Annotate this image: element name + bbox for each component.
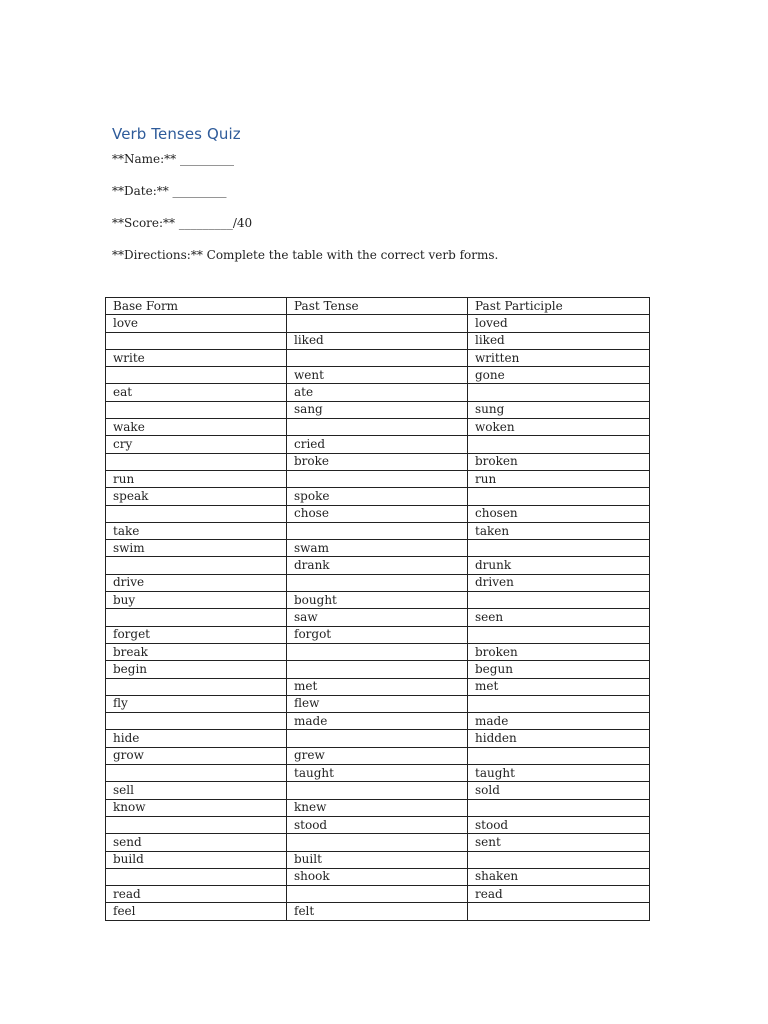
base-form-cell	[106, 609, 287, 626]
table-row	[106, 453, 650, 470]
past-tense-cell: grew	[287, 747, 468, 764]
past-tense-cell: taught	[287, 765, 468, 782]
base-form-cell: read	[106, 886, 287, 903]
base-form-cell: eat	[106, 384, 287, 401]
table-row	[106, 522, 650, 539]
table-row	[106, 557, 650, 574]
past-tense-cell: drank	[287, 557, 468, 574]
past-tense-cell	[287, 315, 468, 332]
past-tense-cell: felt	[287, 903, 468, 920]
past-tense-cell	[287, 522, 468, 539]
table-row	[106, 540, 650, 557]
past-tense-cell: met	[287, 678, 468, 695]
past-tense-cell	[287, 834, 468, 851]
past-participle-cell: made	[468, 713, 650, 730]
base-form-cell: write	[106, 349, 287, 366]
past-participle-cell: sold	[468, 782, 650, 799]
table-row	[106, 695, 650, 712]
past-participle-cell	[468, 626, 650, 643]
past-participle-cell: liked	[468, 332, 650, 349]
table-row	[106, 401, 650, 418]
past-tense-cell: liked	[287, 332, 468, 349]
base-form-cell: send	[106, 834, 287, 851]
past-participle-cell: sung	[468, 401, 650, 418]
past-tense-cell: saw	[287, 609, 468, 626]
past-participle-cell: broken	[468, 453, 650, 470]
table-row	[106, 713, 650, 730]
past-participle-cell	[468, 488, 650, 505]
table-row	[106, 643, 650, 660]
table-row	[106, 678, 650, 695]
past-tense-cell: ate	[287, 384, 468, 401]
past-tense-cell: stood	[287, 816, 468, 833]
past-participle-cell: written	[468, 349, 650, 366]
table-row	[106, 488, 650, 505]
table-header-row	[106, 298, 650, 315]
table-row	[106, 886, 650, 903]
base-form-cell: fly	[106, 695, 287, 712]
past-participle-cell: sent	[468, 834, 650, 851]
past-tense-cell	[287, 470, 468, 487]
page-title: Verb Tenses Quiz	[112, 125, 241, 143]
table-row	[106, 332, 650, 349]
verb-table-body	[106, 298, 650, 921]
past-participle-cell: broken	[468, 643, 650, 660]
past-participle-cell	[468, 540, 650, 557]
base-form-cell: swim	[106, 540, 287, 557]
table-row	[106, 315, 650, 332]
past-participle-cell: drunk	[468, 557, 650, 574]
base-form-cell: speak	[106, 488, 287, 505]
table-row	[106, 470, 650, 487]
past-tense-cell	[287, 886, 468, 903]
base-form-cell	[106, 868, 287, 885]
past-tense-cell: forgot	[287, 626, 468, 643]
base-form-cell: take	[106, 522, 287, 539]
table-row	[106, 747, 650, 764]
table-row	[106, 574, 650, 591]
name-line: **Name:** _________	[112, 152, 234, 166]
table-row	[106, 903, 650, 920]
base-form-cell: hide	[106, 730, 287, 747]
base-form-cell: drive	[106, 574, 287, 591]
past-participle-cell: woken	[468, 419, 650, 436]
base-form-cell: love	[106, 315, 287, 332]
past-participle-cell: gone	[468, 367, 650, 384]
table-row	[106, 626, 650, 643]
base-form-cell: run	[106, 470, 287, 487]
past-participle-cell: hidden	[468, 730, 650, 747]
base-form-cell	[106, 557, 287, 574]
table-row	[106, 436, 650, 453]
table-row	[106, 419, 650, 436]
base-form-cell: sell	[106, 782, 287, 799]
table-row	[106, 609, 650, 626]
past-participle-cell: begun	[468, 661, 650, 678]
directions-line: **Directions:** Complete the table with the correct verb forms.	[112, 248, 499, 262]
table-row	[106, 851, 650, 868]
base-form-cell	[106, 816, 287, 833]
past-participle-cell: taken	[468, 522, 650, 539]
base-form-cell: know	[106, 799, 287, 816]
past-tense-cell: shook	[287, 868, 468, 885]
past-tense-cell: spoke	[287, 488, 468, 505]
base-form-cell	[106, 505, 287, 522]
table-row	[106, 834, 650, 851]
past-participle-cell: driven	[468, 574, 650, 591]
base-form-cell	[106, 765, 287, 782]
past-tense-cell	[287, 643, 468, 660]
past-participle-cell	[468, 592, 650, 609]
header-past-tense: Past Tense	[287, 298, 468, 315]
base-form-cell	[106, 332, 287, 349]
verb-table	[105, 297, 650, 921]
past-tense-cell	[287, 661, 468, 678]
past-tense-cell: swam	[287, 540, 468, 557]
past-participle-cell	[468, 384, 650, 401]
base-form-cell	[106, 678, 287, 695]
base-form-cell: forget	[106, 626, 287, 643]
base-form-cell: buy	[106, 592, 287, 609]
past-tense-cell	[287, 730, 468, 747]
past-participle-cell	[468, 799, 650, 816]
past-participle-cell	[468, 903, 650, 920]
past-tense-cell: knew	[287, 799, 468, 816]
base-form-cell	[106, 713, 287, 730]
past-tense-cell: broke	[287, 453, 468, 470]
table-row	[106, 782, 650, 799]
past-tense-cell: chose	[287, 505, 468, 522]
table-row	[106, 816, 650, 833]
past-tense-cell: flew	[287, 695, 468, 712]
past-participle-cell	[468, 851, 650, 868]
past-participle-cell: loved	[468, 315, 650, 332]
base-form-cell: grow	[106, 747, 287, 764]
past-participle-cell: run	[468, 470, 650, 487]
past-participle-cell	[468, 695, 650, 712]
table-row	[106, 367, 650, 384]
past-participle-cell: stood	[468, 816, 650, 833]
past-tense-cell: sang	[287, 401, 468, 418]
past-participle-cell: seen	[468, 609, 650, 626]
past-tense-cell	[287, 349, 468, 366]
base-form-cell: build	[106, 851, 287, 868]
base-form-cell: cry	[106, 436, 287, 453]
table-row	[106, 505, 650, 522]
header-base-form: Base Form	[106, 298, 287, 315]
past-participle-cell	[468, 747, 650, 764]
table-row	[106, 661, 650, 678]
table-row	[106, 765, 650, 782]
past-tense-cell: made	[287, 713, 468, 730]
base-form-cell: feel	[106, 903, 287, 920]
table-row	[106, 799, 650, 816]
past-tense-cell: bought	[287, 592, 468, 609]
date-line: **Date:** _________	[112, 184, 227, 198]
table-row	[106, 349, 650, 366]
past-tense-cell	[287, 782, 468, 799]
base-form-cell	[106, 453, 287, 470]
base-form-cell: wake	[106, 419, 287, 436]
header-past-participle: Past Participle	[468, 298, 650, 315]
past-participle-cell: read	[468, 886, 650, 903]
past-tense-cell	[287, 574, 468, 591]
table-row	[106, 592, 650, 609]
base-form-cell	[106, 401, 287, 418]
past-participle-cell: met	[468, 678, 650, 695]
past-tense-cell	[287, 419, 468, 436]
past-participle-cell: taught	[468, 765, 650, 782]
base-form-cell: begin	[106, 661, 287, 678]
past-participle-cell: chosen	[468, 505, 650, 522]
table-row	[106, 384, 650, 401]
past-tense-cell: went	[287, 367, 468, 384]
past-tense-cell: built	[287, 851, 468, 868]
past-tense-cell: cried	[287, 436, 468, 453]
past-participle-cell: shaken	[468, 868, 650, 885]
table-row	[106, 730, 650, 747]
base-form-cell: break	[106, 643, 287, 660]
base-form-cell	[106, 367, 287, 384]
past-participle-cell	[468, 436, 650, 453]
table-row	[106, 868, 650, 885]
score-line: **Score:** _________/40	[112, 216, 253, 230]
